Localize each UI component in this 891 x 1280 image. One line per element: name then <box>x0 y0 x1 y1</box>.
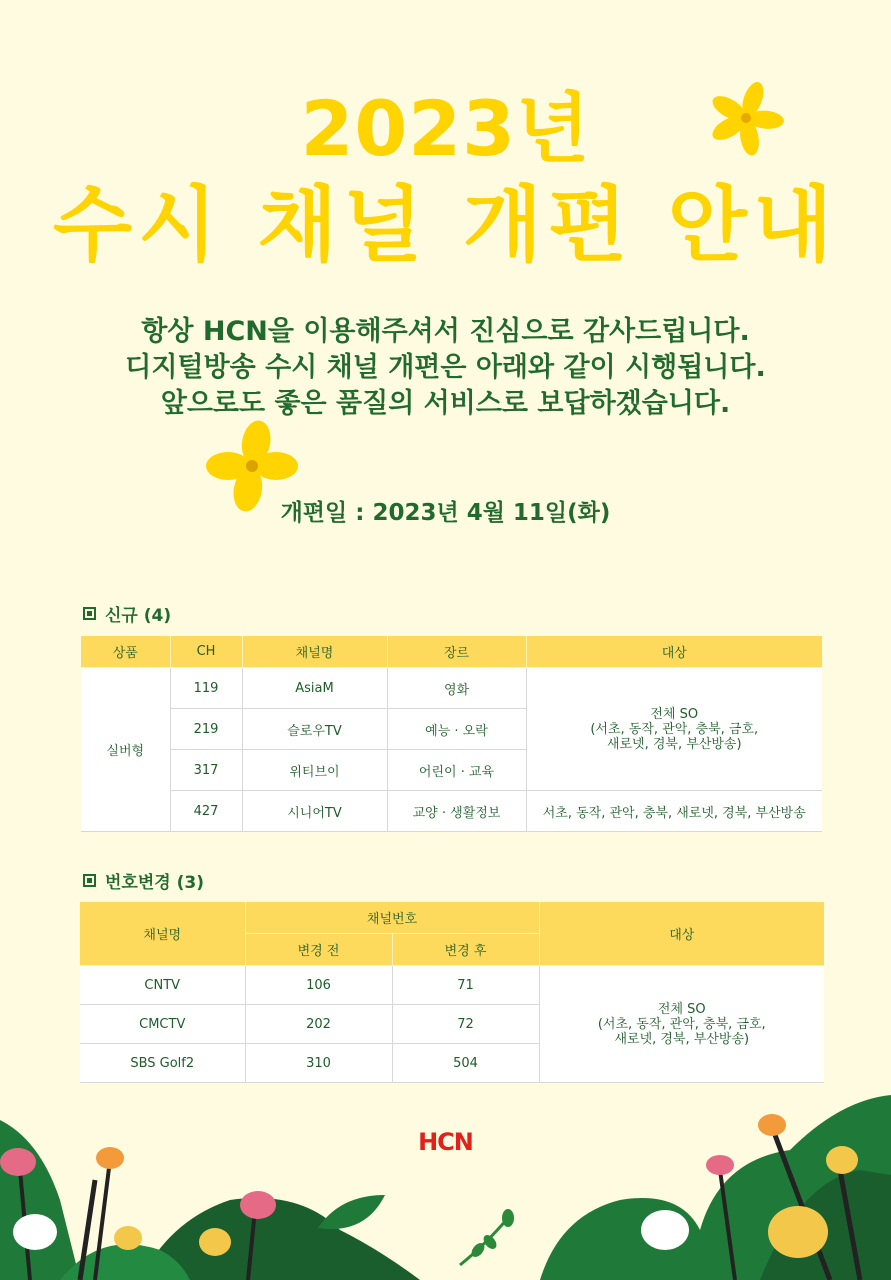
sprig-icon <box>460 1209 514 1265</box>
after-cell: 72 <box>392 1005 539 1044</box>
new-channels-table <box>81 636 822 832</box>
ch-cell: 219 <box>170 709 242 750</box>
table-row <box>81 791 822 832</box>
header-after: 변경 후 <box>392 934 539 966</box>
page-title-year: 2023년 <box>300 84 591 173</box>
after-cell: 504 <box>392 1044 539 1083</box>
header-genre: 장르 <box>387 636 526 668</box>
header-target: 대상 <box>539 902 824 966</box>
section-title-change <box>83 868 204 893</box>
section-title-new <box>83 601 171 626</box>
header-target: 대상 <box>526 636 822 668</box>
channel-name-cell: CNTV <box>80 966 245 1005</box>
hcn-logo: HCN <box>418 1128 473 1156</box>
channel-name-cell: AsiaM <box>242 668 387 709</box>
channel-name-cell: 슬로우TV <box>242 709 387 750</box>
target-cell: 전체 SO (서초, 동작, 관악, 충북, 금호, 새로넷, 경북, 부산방송) <box>526 668 822 791</box>
after-cell: 71 <box>392 966 539 1005</box>
ch-cell: 317 <box>170 750 242 791</box>
header-channel-name: 채널명 <box>80 902 245 966</box>
genre-cell: 어린이 · 교육 <box>387 750 526 791</box>
square-bullet-icon <box>83 874 96 887</box>
intro-line: 디지털방송 수시 채널 개편은 아래와 같이 시행됩니다. <box>125 352 766 383</box>
number-change-table <box>80 902 824 1083</box>
product-cell: 실버형 <box>81 668 170 832</box>
section-title-label: 번호변경 (3) <box>105 873 204 893</box>
before-cell: 202 <box>245 1005 392 1044</box>
intro-text <box>0 314 891 422</box>
square-bullet-icon <box>83 607 96 620</box>
section-title-label: 신규 (4) <box>105 606 172 626</box>
table-header-row <box>80 902 824 934</box>
intro-line: 앞으로도 좋은 품질의 서비스로 보답하겠습니다. <box>160 388 731 419</box>
intro-line: 항상 HCN을 이용해주셔서 진심으로 감사드립니다. <box>141 316 750 347</box>
ch-cell: 119 <box>170 668 242 709</box>
header-product: 상품 <box>81 636 170 668</box>
channel-name-cell: SBS Golf2 <box>80 1044 245 1083</box>
ch-cell: 427 <box>170 791 242 832</box>
table-row <box>80 966 824 1005</box>
target-cell: 서초, 동작, 관악, 충북, 새로넷, 경북, 부산방송 <box>526 791 822 832</box>
channel-name-cell: 시니어TV <box>242 791 387 832</box>
channel-name-cell: 위티브이 <box>242 750 387 791</box>
channel-name-cell: CMCTV <box>80 1005 245 1044</box>
before-cell: 310 <box>245 1044 392 1083</box>
genre-cell: 교양 · 생활정보 <box>387 791 526 832</box>
effective-date: 개편일 : 2023년 4월 11일(화) <box>280 500 611 526</box>
target-cell: 전체 SO (서초, 동작, 관악, 충북, 금호, 새로넷, 경북, 부산방송) <box>539 966 824 1083</box>
table-header-row <box>81 636 822 668</box>
page-title: 수시 채널 개편 안내 <box>52 178 839 273</box>
header-channel-name: 채널명 <box>242 636 387 668</box>
table-row <box>81 668 822 709</box>
genre-cell: 예능 · 오락 <box>387 709 526 750</box>
header-ch: CH <box>170 636 242 668</box>
plant-decoration-right <box>540 1095 891 1280</box>
genre-cell: 영화 <box>387 668 526 709</box>
header-before: 변경 전 <box>245 934 392 966</box>
before-cell: 106 <box>245 966 392 1005</box>
header-channel-number: 채널번호 <box>245 902 539 934</box>
